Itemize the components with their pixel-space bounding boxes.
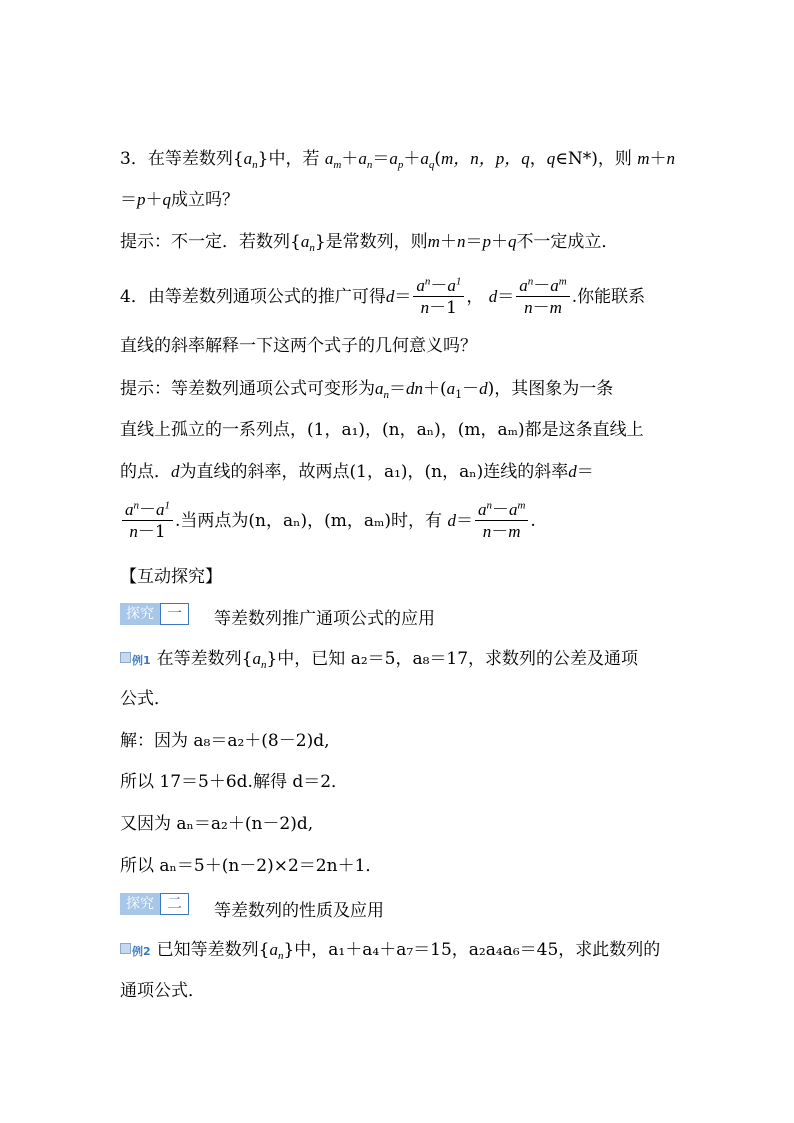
solution-line-1: 解：因为 a₈＝a₂＋(8－2)d, xyxy=(120,731,330,751)
example-icon xyxy=(120,652,131,663)
q4-hint-4: $\frac{a^n-a^1}{n-1}$ .当两点为(n，aₙ)，(m，aₘ)时，有 d＝ $\frac{a^n-a^m}{n-m}$ . xyxy=(120,500,536,543)
q3-line-2: ＝p＋q成立吗？ xyxy=(120,190,239,210)
q3-line-1: 3．在等差数列$\{a_n\}$中，若 $a_m+a_n=a_p+a_q(m$，n，p，q，q∈N*)，则 m＋n xyxy=(120,149,676,171)
example-1-line-1: 例1 在等差数列$\{a_n\}$中，已知 a₂＝5，a₈＝17，求数列的公差及通项 xyxy=(120,648,638,672)
example-icon xyxy=(120,943,131,954)
example-2-line-2: 通项公式． xyxy=(120,981,205,1001)
q4-line-1: 4．由等差数列通项公式的推广可得d＝ $\frac{a^n-a^1}{n-1}$ ， d＝ $\frac{a^n-a^m}{n-m}$ .你能联系 xyxy=(120,275,646,318)
fraction-4: $\frac{a^n-a^m}{n-m}$ xyxy=(475,500,528,543)
q4-hint-1: 提示：等差数列通项公式可变形为$a_n=dn+(a_1-d)$，其图象为一条 xyxy=(120,379,614,401)
q3-hint: 提示：不一定．若数列$\{a_n\}$是常数列，则m＋n＝p＋q不一定成立． xyxy=(120,232,619,254)
q4-hint-2: 直线上孤立的一系列点，(1，a₁)，(n，aₙ)，(m，aₘ)都是这条直线上 xyxy=(120,420,644,440)
explore-1-badge: 探究 一 xyxy=(120,603,189,625)
section-title: 【互动探究】 xyxy=(120,567,222,587)
solution-line-4: 所以 aₙ＝5＋(n－2)×2＝2n＋1． xyxy=(120,856,383,876)
explore-2-badge: 探究 二 xyxy=(120,893,189,915)
example-1-line-2: 公式． xyxy=(120,689,171,709)
solution-line-3: 又因为 aₙ＝a₂＋(n－2)d, xyxy=(120,814,314,834)
explore-1-title: 等差数列推广通项公式的应用 xyxy=(214,609,435,629)
fraction-2: $\frac{a^n-a^m}{n-m}$ xyxy=(516,276,569,319)
explore-2-title: 等差数列的性质及应用 xyxy=(214,901,384,921)
example-2-line-1: 例2 已知等差数列$\{a_n\}$中，a₁＋a₄＋a₇＝15，a₂a₄a₆＝45，求此数列的 xyxy=(120,939,660,963)
fraction-3: $\frac{a^n-a^1}{n-1}$ xyxy=(122,500,173,543)
q4-hint-3: 的点．d为直线的斜率，故两点(1，a₁)，(n，aₙ)连线的斜率d＝ xyxy=(120,462,594,482)
q4-line-2: 直线的斜率解释一下这两个式子的几何意义吗？ xyxy=(120,336,477,356)
solution-line-2: 所以 17＝5＋6d.解得 d＝2． xyxy=(120,772,349,792)
fraction-1: $\frac{a^n-a^1}{n-1}$ xyxy=(413,276,464,319)
